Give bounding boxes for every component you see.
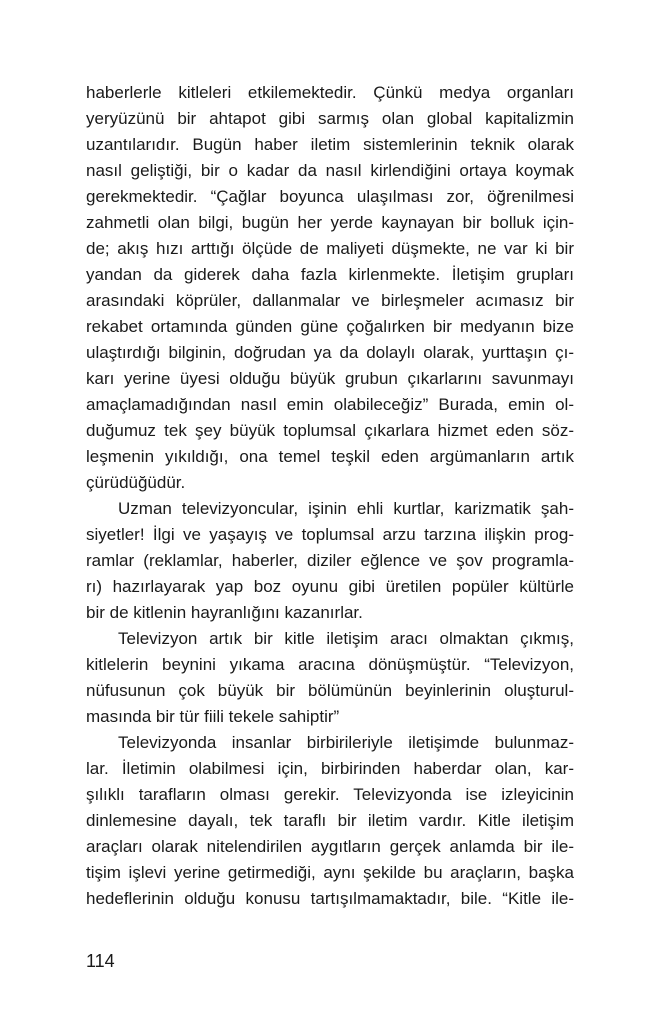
text-line: de; akış hızı arttığı ölçüde de maliyeti düşmekte, ne var ki bir — [86, 239, 574, 258]
text-line: nüfusunun çok büyük bir bölümünün beyinlerinin oluşturul- — [86, 681, 574, 700]
text-line: siyetler! İlgi ve yaşayış ve toplumsal arzu tarzına ilişkin prog- — [86, 525, 574, 544]
page-body — [86, 80, 574, 912]
text-line: karı yerine üyesi olduğu büyük grubun çıkarlarını savunmayı — [86, 369, 574, 388]
text-line: yeryüzünü bir ahtapot gibi sarmış olan global kapitalizmin — [86, 109, 574, 128]
text-line: ulaştırdığı bilginin, doğrudan ya da dolaylı olarak, yurttaşın çı- — [86, 343, 574, 362]
text-line: araçları olarak nitelendirilen aygıtların gerçek anlamda bir ile- — [86, 837, 574, 856]
text-line: Uzman televizyoncular, işinin ehli kurtlar, karizmatik şah- — [118, 499, 574, 518]
text-line: amaçlamadığından nasıl emin olabileceğiz” Burada, emin ol- — [86, 395, 574, 414]
page-number: 114 — [86, 951, 115, 971]
text-line: bir de kitlenin hayranlığını kazanırlar. — [86, 603, 363, 622]
text-line: arasındaki köprüler, dallanmalar ve birleşmeler acımasız bir — [86, 291, 574, 310]
text-line: kitlelerin beynini yıkama aracına dönüşmüştür. “Televizyon, — [86, 655, 574, 674]
text-line: duğumuz tek şey büyük toplumsal çıkarlara hizmet eden söz- — [86, 421, 574, 440]
text-line: masında bir tür fiili tekele sahiptir” — [86, 707, 340, 726]
text-line: çürüdüğüdür. — [86, 473, 186, 492]
text-line: ramlar (reklamlar, haberler, diziler eğlence ve şov programla- — [86, 551, 574, 570]
text-line: şılıklı tarafların olması gerekir. Televizyonda ise izleyicinin — [86, 785, 574, 804]
paragraph — [86, 626, 574, 730]
text-line: Televizyon artık bir kitle iletişim aracı olmaktan çıkmış, — [118, 629, 574, 648]
text-line: zahmetli olan bilgi, bugün her yerde kaynayan bir bolluk için- — [86, 213, 574, 232]
text-line: dinlemesine dayalı, tek taraflı bir iletim vardır. Kitle iletişim — [86, 811, 574, 830]
paragraph — [86, 730, 574, 912]
text-line: gerekmektedir. “Çağlar boyunca ulaşılması zor, öğrenilmesi — [86, 187, 574, 206]
text-line: rı) hazırlayarak yap boz oyunu gibi üretilen popüler kültürle — [86, 577, 574, 596]
text-line: lar. İletimin olabilmesi için, birbirinden haberdar olan, kar- — [86, 759, 574, 778]
text-line: yandan da giderek daha fazla kirlenmekte. İletişim grupları — [86, 265, 574, 284]
text-line: tişim işlevi yerine getirmediği, aynı şekilde bu araçların, başka — [86, 863, 574, 882]
text-line: rekabet ortamında günden güne çoğalırken bir medyanın bize — [86, 317, 574, 336]
text-line: hedeflerinin olduğu konusu tartışılmamaktadır, bile. “Kitle ile- — [86, 889, 574, 908]
paragraph — [86, 80, 574, 496]
text-line: uzantılarıdır. Bugün haber iletim sistemlerinin teknik olarak — [86, 135, 574, 154]
text-line: Televizyonda insanlar birbirileriyle iletişimde bulunmaz- — [118, 733, 574, 752]
text-line: nasıl geliştiği, bir o kadar da nasıl kirlendiğini ortaya koymak — [86, 161, 574, 180]
paragraph — [86, 496, 574, 626]
text-line: leşmenin yıkıldığı, ona temel teşkil eden argümanların artık — [86, 447, 574, 466]
text-line: haberlerle kitleleri etkilemektedir. Çünkü medya organları — [86, 83, 574, 102]
